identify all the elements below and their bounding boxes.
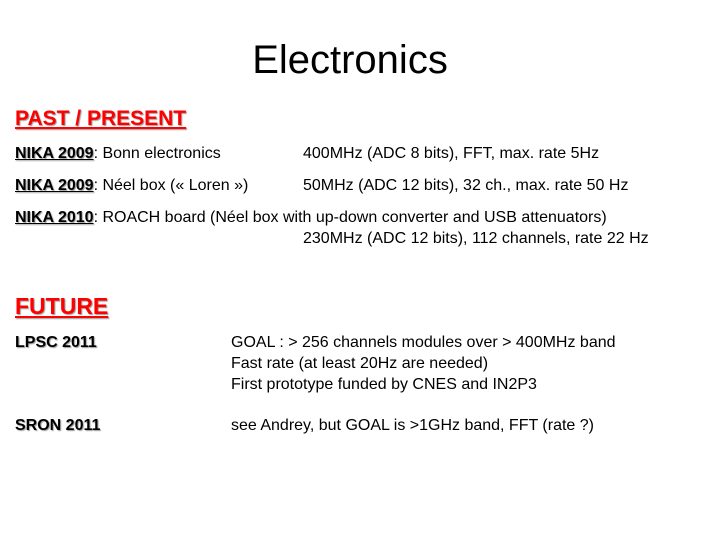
section-heading-past-present: PAST / PRESENT <box>15 107 187 130</box>
sron-2011-label: SRON 2011 <box>15 417 101 434</box>
sron-2011-goal-line: see Andrey, but GOAL is >1GHz band, FFT (rate ?) <box>231 417 594 434</box>
nika-2009-neel-row <box>15 175 248 196</box>
project-description: : ROACH board (Néel box with up-down converter and USB attenuators) <box>93 209 607 226</box>
lpsc-2011-rate-line: Fast rate (at least 20Hz are needed) <box>231 355 489 372</box>
section-heading-future: FUTURE <box>15 293 109 319</box>
lpsc-2011-label: LPSC 2011 <box>15 334 97 351</box>
lpsc-2011-goal-line: GOAL : > 256 channels modules over > 400MHz band <box>231 334 616 351</box>
nika-2010-roach-row <box>15 207 607 228</box>
project-description: : Bonn electronics <box>93 145 221 162</box>
project-key: NIKA 2009 <box>15 177 94 194</box>
nika-2009-neel-detail: 50MHz (ADC 12 bits), 32 ch., max. rate 50 Hz <box>303 177 629 194</box>
lpsc-2011-funding-line: First prototype funded by CNES and IN2P3 <box>231 376 537 393</box>
slide-title: Electronics <box>252 38 448 82</box>
nika-2009-bonn-detail: 400MHz (ADC 8 bits), FFT, max. rate 5Hz <box>303 145 600 162</box>
nika-2010-roach-detail: 230MHz (ADC 12 bits), 112 channels, rate 22 Hz <box>303 230 649 247</box>
project-description: : Néel box (« Loren ») <box>93 177 249 194</box>
nika-2009-bonn-row <box>15 143 221 164</box>
project-key: NIKA 2010 <box>15 209 94 226</box>
project-key: NIKA 2009 <box>15 145 94 162</box>
